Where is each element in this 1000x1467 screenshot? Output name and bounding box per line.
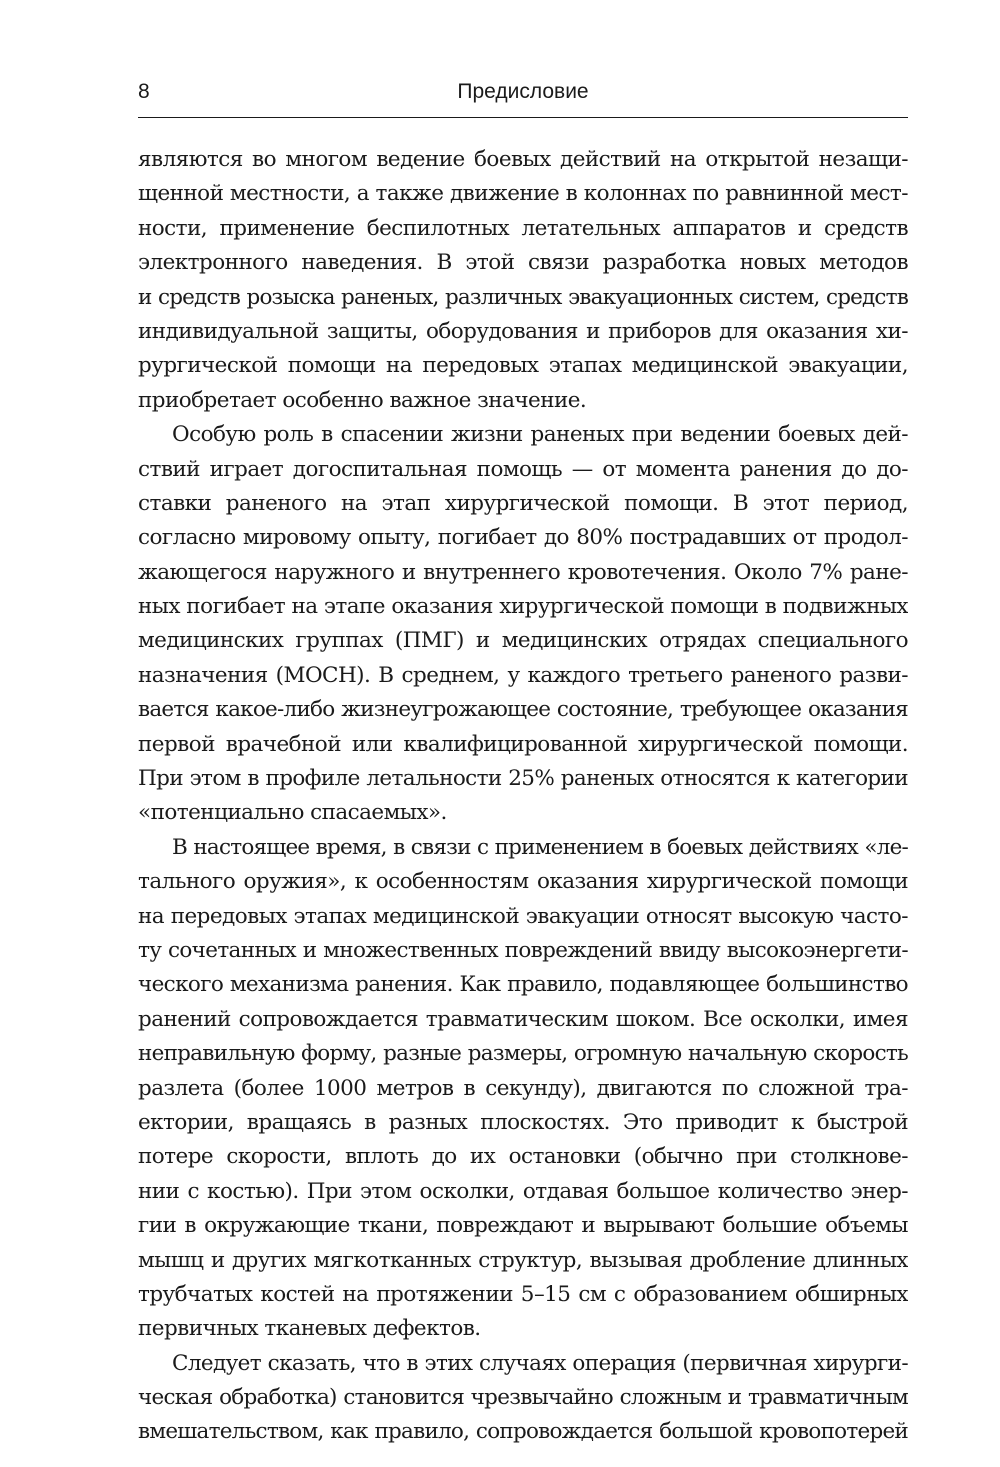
body-text <box>138 143 908 1450</box>
paragraph <box>138 831 908 1347</box>
text-line: первичных тканевых дефектов. <box>138 1316 481 1342</box>
text-line: индивидуальной защиты, оборудования и приборов для оказания хи- <box>138 318 908 344</box>
text-line: мышц и других мягкотканных структур, вызывая дробление длинных <box>138 1247 908 1273</box>
text-line: «потенциально спасаемых». <box>138 800 447 826</box>
text-line: щенной местности, а также движение в колоннах по равнинной мест- <box>138 181 908 207</box>
text-line: первой врачебной или квалифицированной хирургической помощи. <box>138 731 908 757</box>
text-line: ности, применение беспилотных летательных аппаратов и средств <box>138 215 908 241</box>
text-line: неправильную форму, разные размеры, огромную начальную скорость <box>138 1041 908 1067</box>
paragraph <box>138 1347 908 1450</box>
page-number: 8 <box>138 80 150 103</box>
text-line: жающегося наружного и внутреннего кровотечения. Около 7% ране- <box>138 559 908 585</box>
running-head-title: Предисловие <box>457 80 589 103</box>
text-line: приобретает особенно важное значение. <box>138 387 587 413</box>
text-line: Следует сказать, что в этих случаях операция (первичная хирурги- <box>172 1350 908 1376</box>
text-line: ческая обработка) становится чрезвычайно сложным и травматичным <box>138 1385 908 1411</box>
text-line: являются во многом ведение боевых действий на открытой незащи- <box>138 147 908 172</box>
text-line: ранений сопровождается травматическим шоком. Все осколки, имея <box>138 1006 908 1032</box>
text-line: гии в окружающие ткани, повреждают и вырывают большие объемы <box>138 1213 908 1239</box>
text-line: разлета (более 1000 метров в секунду), двигаются по сложной тра- <box>138 1075 908 1101</box>
text-line: ных погибает на этапе оказания хирургической помощи в подвижных <box>138 594 908 620</box>
text-line: рургической помощи на передовых этапах медицинской эвакуации, <box>138 353 908 379</box>
paragraph <box>138 418 908 831</box>
text-line: ектории, вращаясь в разных плоскостях. Это приводит к быстрой <box>138 1109 908 1135</box>
text-line: согласно мировому опыту, погибает до 80% пострадавших от продол- <box>138 525 908 551</box>
text-line: на передовых этапах медицинской эвакуации относят высокую часто- <box>138 903 908 929</box>
text-line: медицинских группах (ПМГ) и медицинских отрядах специального <box>138 628 908 654</box>
text-line: нии с костью). При этом осколки, отдавая большое количество энер- <box>138 1178 908 1204</box>
text-line: тального оружия», к особенностям оказания хирургической помощи <box>138 869 908 895</box>
text-line: вается какое-либо жизнеугрожающее состояние, требующее оказания <box>138 697 908 723</box>
text-line: потере скорости, вплоть до их остановки (обычно при столкнове- <box>138 1144 908 1170</box>
text-line: электронного наведения. В этой связи разработка новых методов <box>138 250 908 276</box>
header-divider <box>138 117 908 118</box>
text-line: и средств розыска раненых, различных эвакуационных систем, средств <box>138 284 908 310</box>
text-line: ту сочетанных и множественных повреждений ввиду высокоэнергети- <box>138 937 908 963</box>
text-line: назначения (МОСН). В среднем, у каждого третьего раненого разви- <box>138 662 908 688</box>
text-line: В настоящее время, в связи с применением в боевых действиях «ле- <box>172 834 908 860</box>
text-line: Особую роль в спасении жизни раненых при ведении боевых дей- <box>172 422 908 448</box>
page-header <box>138 78 908 116</box>
text-line: ствий играет догоспитальная помощь — от момента ранения до до- <box>138 456 908 482</box>
text-line: вмешательством, как правило, сопровождается большой кровопотерей <box>138 1419 908 1445</box>
paragraph <box>138 143 908 418</box>
text-line: При этом в профиле летальности 25% раненых относятся к категории <box>138 766 908 792</box>
text-line: ставки раненого на этап хирургической помощи. В этот период, <box>138 490 908 516</box>
text-line: ческого механизма ранения. Как правило, подавляющее большинство <box>138 972 908 998</box>
text-line: трубчатых костей на протяжении 5–15 см с образованием обширных <box>138 1281 908 1307</box>
